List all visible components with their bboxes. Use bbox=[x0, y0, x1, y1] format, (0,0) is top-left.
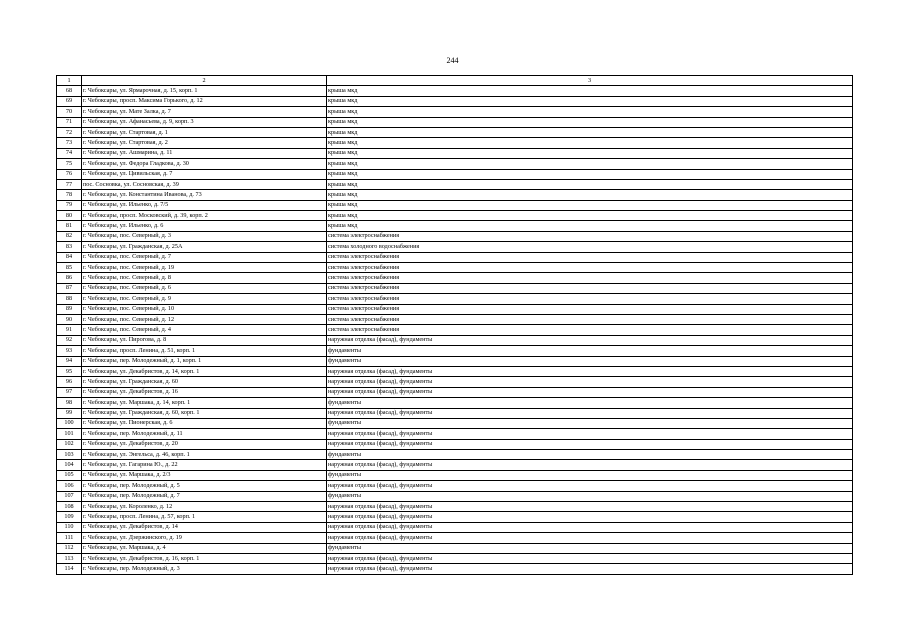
table-row bbox=[57, 117, 853, 127]
table-row bbox=[57, 450, 853, 460]
address-cell: г. Чебоксары, ул. Декабристов, д. 16 bbox=[82, 387, 327, 397]
table-row bbox=[57, 211, 853, 221]
row-number-cell: 81 bbox=[57, 221, 82, 231]
structural-element-cell: крыша мкд bbox=[327, 221, 853, 231]
structural-element-cell: система холодного водоснабжения bbox=[327, 242, 853, 252]
structural-element-cell: система электроснабжения bbox=[327, 252, 853, 262]
address-cell: г. Чебоксары, пос. Северный, д. 8 bbox=[82, 273, 327, 283]
address-cell: г. Чебоксары, ул. Гагарина Ю., д. 22 bbox=[82, 460, 327, 470]
structural-element-cell: наружная отделка (фасад), фундаменты bbox=[327, 460, 853, 470]
table-row bbox=[57, 564, 853, 574]
row-number-cell: 79 bbox=[57, 200, 82, 210]
address-cell: г. Чебоксары, просп. Ленина, д. 57, корп. 1 bbox=[82, 512, 327, 522]
row-number-cell: 91 bbox=[57, 325, 82, 335]
row-number-cell: 73 bbox=[57, 138, 82, 148]
table-row bbox=[57, 398, 853, 408]
row-number-cell: 90 bbox=[57, 314, 82, 324]
row-number-cell: 74 bbox=[57, 148, 82, 158]
address-cell: г. Чебоксары, ул. Стартовая, д. 2 bbox=[82, 138, 327, 148]
table-row bbox=[57, 263, 853, 273]
structural-element-cell: система электроснабжения bbox=[327, 283, 853, 293]
structural-element-cell: система электроснабжения bbox=[327, 304, 853, 314]
row-number-cell: 108 bbox=[57, 502, 82, 512]
registry-table bbox=[56, 75, 853, 575]
structural-element-cell: система электроснабжения bbox=[327, 231, 853, 241]
table-row bbox=[57, 481, 853, 491]
row-number-cell: 76 bbox=[57, 169, 82, 179]
address-cell: г. Чебоксары, ул. Декабристов, д. 14 bbox=[82, 522, 327, 532]
address-cell: г. Чебоксары, ул. Пионерская, д. 6 bbox=[82, 418, 327, 428]
column-header-number: 1 bbox=[57, 76, 82, 86]
structural-element-cell: крыша мкд bbox=[327, 179, 853, 189]
table-row bbox=[57, 439, 853, 449]
table-row bbox=[57, 169, 853, 179]
structural-element-cell: наружная отделка (фасад), фундаменты bbox=[327, 522, 853, 532]
structural-element-cell: наружная отделка (фасад), фундаменты bbox=[327, 512, 853, 522]
row-number-cell: 101 bbox=[57, 429, 82, 439]
table-row bbox=[57, 356, 853, 366]
row-number-cell: 89 bbox=[57, 304, 82, 314]
address-cell: г. Чебоксары, пер. Молодежный, д. 3 bbox=[82, 564, 327, 574]
address-cell: г. Чебоксары, пер. Молодежный, д. 11 bbox=[82, 429, 327, 439]
structural-element-cell: крыша мкд bbox=[327, 138, 853, 148]
address-cell: г. Чебоксары, пер. Молодежный, д. 7 bbox=[82, 491, 327, 501]
address-cell: г. Чебоксары, ул. Ашмарина, д. 11 bbox=[82, 148, 327, 158]
structural-element-cell: фундаменты bbox=[327, 346, 853, 356]
structural-element-cell: система электроснабжения bbox=[327, 263, 853, 273]
row-number-cell: 95 bbox=[57, 366, 82, 376]
row-number-cell: 103 bbox=[57, 450, 82, 460]
table-row bbox=[57, 252, 853, 262]
table-row bbox=[57, 304, 853, 314]
table-row bbox=[57, 346, 853, 356]
address-cell: г. Чебоксары, пос. Северный, д. 7 bbox=[82, 252, 327, 262]
structural-element-cell: система электроснабжения bbox=[327, 325, 853, 335]
address-cell: г. Чебоксары, ул. Гражданская, д. 60 bbox=[82, 377, 327, 387]
table-row bbox=[57, 159, 853, 169]
structural-element-cell: наружная отделка (фасад), фундаменты bbox=[327, 429, 853, 439]
table-row bbox=[57, 377, 853, 387]
row-number-cell: 88 bbox=[57, 294, 82, 304]
row-number-cell: 111 bbox=[57, 533, 82, 543]
structural-element-cell: фундаменты bbox=[327, 450, 853, 460]
address-cell: г. Чебоксары, пос. Северный, д. 3 bbox=[82, 231, 327, 241]
structural-element-cell: наружная отделка (фасад), фундаменты bbox=[327, 553, 853, 563]
page-number: 244 bbox=[446, 56, 459, 65]
row-number-cell: 96 bbox=[57, 377, 82, 387]
table-row bbox=[57, 543, 853, 553]
address-cell: г. Чебоксары, просп. Московский, д. 39, корп. 2 bbox=[82, 211, 327, 221]
structural-element-cell: крыша мкд bbox=[327, 127, 853, 137]
address-cell: г. Чебоксары, ул. Маршака, д. 4 bbox=[82, 543, 327, 553]
row-number-cell: 107 bbox=[57, 491, 82, 501]
row-number-cell: 71 bbox=[57, 117, 82, 127]
structural-element-cell: наружная отделка (фасад), фундаменты bbox=[327, 387, 853, 397]
table-row bbox=[57, 470, 853, 480]
table-row bbox=[57, 86, 853, 96]
address-cell: г. Чебоксары, ул. Стартовая, д. 1 bbox=[82, 127, 327, 137]
address-cell: г. Чебоксары, ул. Мате Залка, д. 7 bbox=[82, 107, 327, 117]
row-number-cell: 69 bbox=[57, 96, 82, 106]
table-row bbox=[57, 460, 853, 470]
address-cell: г. Чебоксары, просп. Ленина, д. 51, корп. 1 bbox=[82, 346, 327, 356]
structural-element-cell: наружная отделка (фасад), фундаменты bbox=[327, 408, 853, 418]
address-cell: г. Чебоксары, пос. Северный, д. 4 bbox=[82, 325, 327, 335]
row-number-cell: 98 bbox=[57, 398, 82, 408]
address-cell: г. Чебоксары, ул. Маршака, д. 2/3 bbox=[82, 470, 327, 480]
structural-element-cell: фундаменты bbox=[327, 356, 853, 366]
table-row bbox=[57, 533, 853, 543]
address-cell: г. Чебоксары, пос. Северный, д. 12 bbox=[82, 314, 327, 324]
address-cell: г. Чебоксары, ул. Константина Иванова, д. 73 bbox=[82, 190, 327, 200]
row-number-cell: 70 bbox=[57, 107, 82, 117]
table-row bbox=[57, 242, 853, 252]
row-number-cell: 104 bbox=[57, 460, 82, 470]
address-cell: г. Чебоксары, пер. Молодежный, д. 1, корп. 1 bbox=[82, 356, 327, 366]
structural-element-cell: фундаменты bbox=[327, 418, 853, 428]
row-number-cell: 99 bbox=[57, 408, 82, 418]
row-number-cell: 85 bbox=[57, 263, 82, 273]
structural-element-cell: фундаменты bbox=[327, 398, 853, 408]
row-number-cell: 77 bbox=[57, 179, 82, 189]
address-cell: г. Чебоксары, пер. Молодежный, д. 5 bbox=[82, 481, 327, 491]
address-cell: г. Чебоксары, пос. Северный, д. 19 bbox=[82, 263, 327, 273]
table-row bbox=[57, 138, 853, 148]
column-header-element: 3 bbox=[327, 76, 853, 86]
row-number-cell: 112 bbox=[57, 543, 82, 553]
table-row bbox=[57, 127, 853, 137]
address-cell: г. Чебоксары, ул. Пирогова, д. 8 bbox=[82, 335, 327, 345]
table-row bbox=[57, 314, 853, 324]
row-number-cell: 68 bbox=[57, 86, 82, 96]
structural-element-cell: наружная отделка (фасад), фундаменты bbox=[327, 533, 853, 543]
structural-element-cell: фундаменты bbox=[327, 491, 853, 501]
structural-element-cell: крыша мкд bbox=[327, 211, 853, 221]
address-cell: г. Чебоксары, ул. Ильенко, д. 6 bbox=[82, 221, 327, 231]
structural-element-cell: крыша мкд bbox=[327, 117, 853, 127]
address-cell: г. Чебоксары, ул. Ярмарочная, д. 15, корп. 1 bbox=[82, 86, 327, 96]
row-number-cell: 94 bbox=[57, 356, 82, 366]
row-number-cell: 92 bbox=[57, 335, 82, 345]
address-cell: г. Чебоксары, ул. Гражданская, д. 25А bbox=[82, 242, 327, 252]
table-row bbox=[57, 512, 853, 522]
address-cell: г. Чебоксары, ул. Афанасьева, д. 9, корп. 3 bbox=[82, 117, 327, 127]
table-row bbox=[57, 179, 853, 189]
structural-element-cell: наружная отделка (фасад), фундаменты bbox=[327, 439, 853, 449]
structural-element-cell: крыша мкд bbox=[327, 107, 853, 117]
table-row bbox=[57, 553, 853, 563]
row-number-cell: 80 bbox=[57, 211, 82, 221]
row-number-cell: 75 bbox=[57, 159, 82, 169]
table-row bbox=[57, 502, 853, 512]
structural-element-cell: крыша мкд bbox=[327, 159, 853, 169]
table-row bbox=[57, 522, 853, 532]
structural-element-cell: крыша мкд bbox=[327, 96, 853, 106]
table-row bbox=[57, 200, 853, 210]
structural-element-cell: система электроснабжения bbox=[327, 294, 853, 304]
structural-element-cell: крыша мкд bbox=[327, 169, 853, 179]
structural-element-cell: наружная отделка (фасад), фундаменты bbox=[327, 377, 853, 387]
table-row bbox=[57, 190, 853, 200]
table-row bbox=[57, 418, 853, 428]
row-number-cell: 110 bbox=[57, 522, 82, 532]
structural-element-cell: система электроснабжения bbox=[327, 273, 853, 283]
table-row bbox=[57, 491, 853, 501]
structural-element-cell: крыша мкд bbox=[327, 86, 853, 96]
structural-element-cell: фундаменты bbox=[327, 470, 853, 480]
row-number-cell: 86 bbox=[57, 273, 82, 283]
table-row bbox=[57, 107, 853, 117]
structural-element-cell: наружная отделка (фасад), фундаменты bbox=[327, 366, 853, 376]
row-number-cell: 100 bbox=[57, 418, 82, 428]
table-row bbox=[57, 96, 853, 106]
address-cell: г. Чебоксары, ул. Ильенко, д. 7/5 bbox=[82, 200, 327, 210]
row-number-cell: 93 bbox=[57, 346, 82, 356]
table-row bbox=[57, 366, 853, 376]
row-number-cell: 113 bbox=[57, 553, 82, 563]
table-row bbox=[57, 429, 853, 439]
structural-element-cell: наружная отделка (фасад), фундаменты bbox=[327, 481, 853, 491]
address-cell: г. Чебоксары, пос. Северный, д. 9 bbox=[82, 294, 327, 304]
table-row bbox=[57, 387, 853, 397]
structural-element-cell: крыша мкд bbox=[327, 148, 853, 158]
address-cell: г. Чебоксары, ул. Дзержинского, д. 19 bbox=[82, 533, 327, 543]
table-row bbox=[57, 273, 853, 283]
structural-element-cell: фундаменты bbox=[327, 543, 853, 553]
address-cell: г. Чебоксары, просп. Максима Горького, д. 12 bbox=[82, 96, 327, 106]
structural-element-cell: наружная отделка (фасад), фундаменты bbox=[327, 502, 853, 512]
address-cell: г. Чебоксары, ул. Маршака, д. 14, корп. 1 bbox=[82, 398, 327, 408]
row-number-cell: 78 bbox=[57, 190, 82, 200]
address-cell: г. Чебоксары, ул. Декабристов, д. 14, корп. 1 bbox=[82, 366, 327, 376]
row-number-cell: 84 bbox=[57, 252, 82, 262]
address-cell: г. Чебоксары, ул. Цивильская, д. 7 bbox=[82, 169, 327, 179]
structural-element-cell: крыша мкд bbox=[327, 190, 853, 200]
table-row bbox=[57, 231, 853, 241]
address-cell: пос. Сосновка, ул. Сосновская, д. 39 bbox=[82, 179, 327, 189]
structural-element-cell: наружная отделка (фасад), фундаменты bbox=[327, 564, 853, 574]
row-number-cell: 114 bbox=[57, 564, 82, 574]
address-cell: г. Чебоксары, ул. Гражданская, д. 60, корп. 1 bbox=[82, 408, 327, 418]
table-body bbox=[57, 76, 853, 575]
row-number-cell: 72 bbox=[57, 127, 82, 137]
address-cell: г. Чебоксары, ул. Энгельса, д. 46, корп. 1 bbox=[82, 450, 327, 460]
column-header-address: 2 bbox=[82, 76, 327, 86]
row-number-cell: 97 bbox=[57, 387, 82, 397]
table-row bbox=[57, 283, 853, 293]
row-number-cell: 106 bbox=[57, 481, 82, 491]
structural-element-cell: крыша мкд bbox=[327, 200, 853, 210]
table-row bbox=[57, 325, 853, 335]
table-row bbox=[57, 335, 853, 345]
table-row bbox=[57, 221, 853, 231]
table-row bbox=[57, 148, 853, 158]
row-number-cell: 109 bbox=[57, 512, 82, 522]
address-cell: г. Чебоксары, ул. Декабристов, д. 16, корп. 1 bbox=[82, 553, 327, 563]
row-number-cell: 105 bbox=[57, 470, 82, 480]
structural-element-cell: система электроснабжения bbox=[327, 314, 853, 324]
table-header-row bbox=[57, 76, 853, 86]
row-number-cell: 83 bbox=[57, 242, 82, 252]
table-row bbox=[57, 294, 853, 304]
row-number-cell: 102 bbox=[57, 439, 82, 449]
address-cell: г. Чебоксары, ул. Короленко, д. 12 bbox=[82, 502, 327, 512]
address-cell: г. Чебоксары, пос. Северный, д. 6 bbox=[82, 283, 327, 293]
address-cell: г. Чебоксары, ул. Федора Гладкова, д. 30 bbox=[82, 159, 327, 169]
table-row bbox=[57, 408, 853, 418]
structural-element-cell: наружная отделка (фасад), фундаменты bbox=[327, 335, 853, 345]
address-cell: г. Чебоксары, ул. Декабристов, д. 20 bbox=[82, 439, 327, 449]
address-cell: г. Чебоксары, пос. Северный, д. 10 bbox=[82, 304, 327, 314]
row-number-cell: 82 bbox=[57, 231, 82, 241]
row-number-cell: 87 bbox=[57, 283, 82, 293]
